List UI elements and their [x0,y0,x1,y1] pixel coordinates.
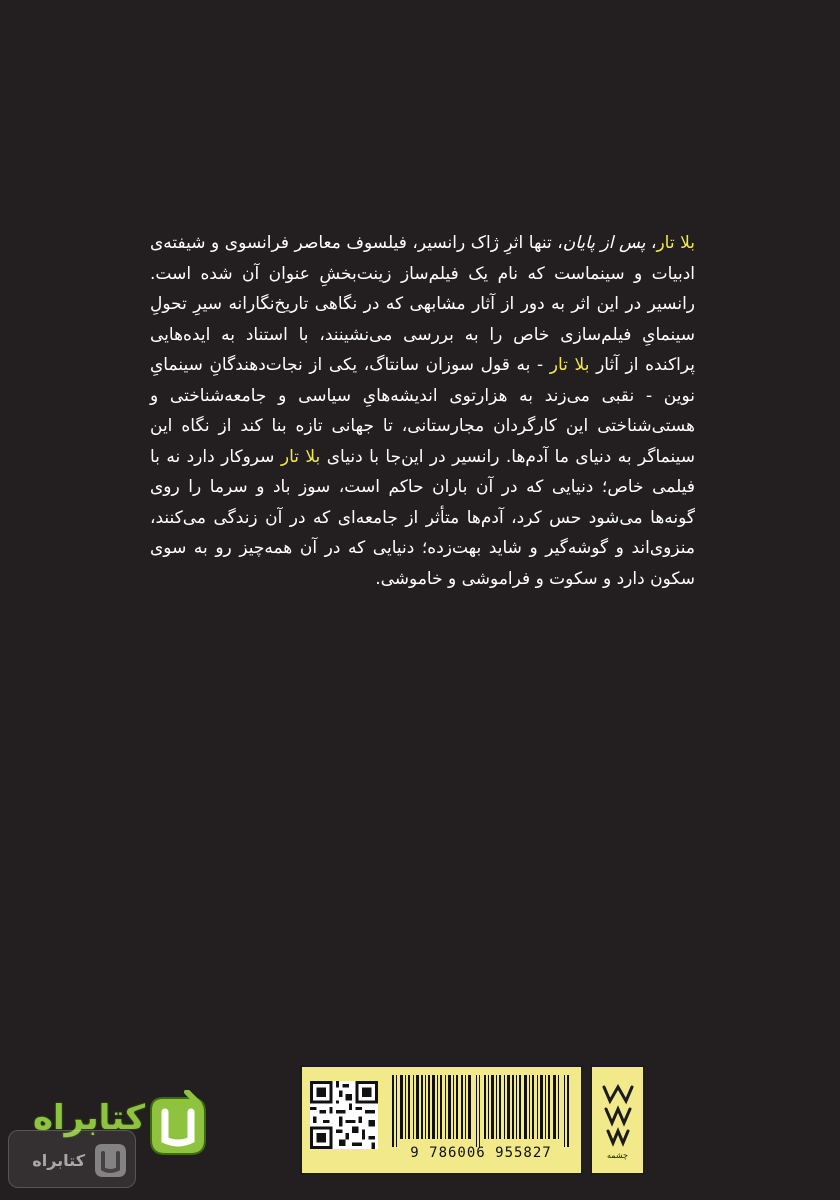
publisher-label [590,1065,645,1175]
director-name: بلا تار [549,355,590,375]
blurb-text: سروکار دارد نه با فیلمی خاص؛ دنیایی که در آن باران حاکم است، سوز باد و سرما را روی گونه‌ها می‌شود حس کرد، آدم‌ها متأثر از جامعه‌ای که در آن زندگی می‌کنند، منزوی‌اند و گوشه‌گیر و شاید بهت‌زده؛ دنیایی که در آن همه‌چیز رو به سوی سکون دارد و سکوت و فراموشی و خاموشی. [150,446,695,589]
watermark-label: کتابراه [32,1098,145,1138]
book-icon [143,1090,213,1160]
qr-code-icon [310,1081,378,1149]
back-cover-blurb [150,228,695,594]
director-name: بلا تار [280,446,321,467]
book-small-icon [89,1139,131,1181]
blurb-text: - به قول سوزان سانتاگ، یکی از نجات‌دهندگانِ سینمایِ نوین - نقبی می‌زند به هزارتوی اندیشه‌هایِ سیاسی و جامعه‌شناختی و هستی‌شناختی این کارگردان مجارستانی، تا جهانی تازه بنا کند از نگاه این سینماگر به دنیای ما آدم‌ها. رانسیر در این‌جا با دنیای [150,355,695,467]
isbn-number: 9 786006 955827 [410,1145,552,1161]
blurb-text: ، تنها اثرِ ژاک رانسیر، فیلسوف معاصر فرانسوی و شیفته‌ی ادبیات و سینماست که نام یک فیلم‌ساز زینت‌بخشِ عنوان آن شده است. رانسیر در این اثر به دور از آثار مشابهی که در نگاهی تاریخ‌نگارانه سیرِ تحولِ سینمایِ فیلم‌سازی خاص را به بررسی می‌نشینند، با استناد به ایده‌هایی پراکنده از آثار [150,233,695,375]
book-title: پس از پایان [562,233,646,253]
watermark-small-label: کتابراه [32,1151,85,1170]
watermark-badge [8,1130,136,1188]
director-name: بلا تار [656,233,696,253]
blurb-text: ، [645,233,657,253]
barcode-icon [390,1075,572,1147]
publisher-logo-icon [600,1079,636,1149]
publisher-name: چشمه [607,1151,628,1160]
barcode-label [300,1065,583,1175]
